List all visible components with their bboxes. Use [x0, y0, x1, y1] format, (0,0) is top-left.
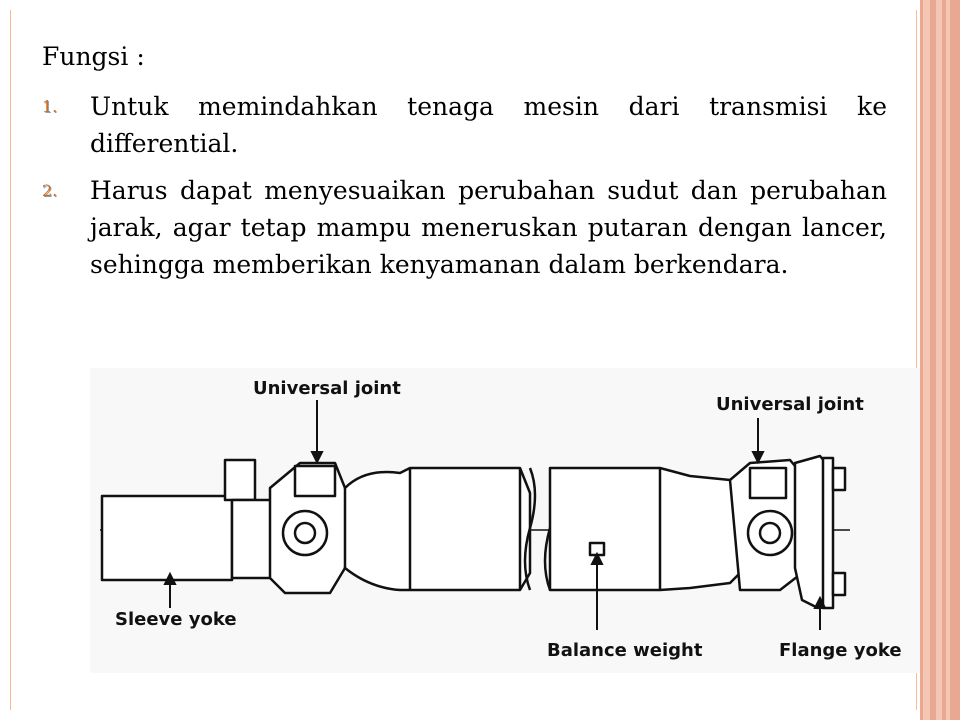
- stripe: [950, 0, 960, 720]
- stripe: [942, 0, 946, 720]
- list-text: Untuk memindahkan tenaga mesin dari transmisi ke differential.: [90, 92, 887, 158]
- decorative-side-stripes: [920, 0, 960, 720]
- stripe: [920, 0, 923, 720]
- flange-plate: [823, 458, 833, 608]
- sleeve-yoke-tab: [225, 460, 255, 500]
- label-flange-yoke: Flange yoke: [779, 640, 902, 661]
- slide-title: Fungsi :: [42, 42, 145, 71]
- left-joint-cap: [295, 466, 335, 496]
- sleeve-yoke-shaft: [102, 496, 232, 580]
- list-text: Harus dapat menyesuaikan perubahan sudut dan perubahan jarak, agar tetap mampu meneruskan putaran dengan lancer, sehingga memberikan kenyamanan dalam berkendara.: [90, 176, 887, 279]
- left-joint-bearing: [295, 523, 315, 543]
- label-balance-weight: Balance weight: [547, 640, 703, 661]
- right-joint-bearing: [760, 523, 780, 543]
- label-universal-joint-left: Universal joint: [253, 378, 401, 399]
- propeller-shaft-diagram: [90, 368, 920, 673]
- left-tube-section: [345, 468, 530, 590]
- function-list: [42, 88, 887, 293]
- list-number: 1.: [42, 97, 58, 116]
- arrow-head: [312, 452, 322, 462]
- label-universal-joint-right: Universal joint: [716, 394, 864, 415]
- list-number: 2.: [42, 181, 58, 200]
- right-joint-cap: [750, 468, 786, 498]
- right-tube-section: [550, 468, 740, 590]
- flange-bolt: [833, 573, 845, 595]
- sleeve-yoke-body: [232, 500, 272, 578]
- flange-bolt: [833, 468, 845, 490]
- stripe: [930, 0, 936, 720]
- arrow-head: [753, 452, 763, 462]
- label-sleeve-yoke: Sleeve yoke: [115, 609, 237, 630]
- list-item: [42, 172, 887, 283]
- list-item: [42, 88, 887, 162]
